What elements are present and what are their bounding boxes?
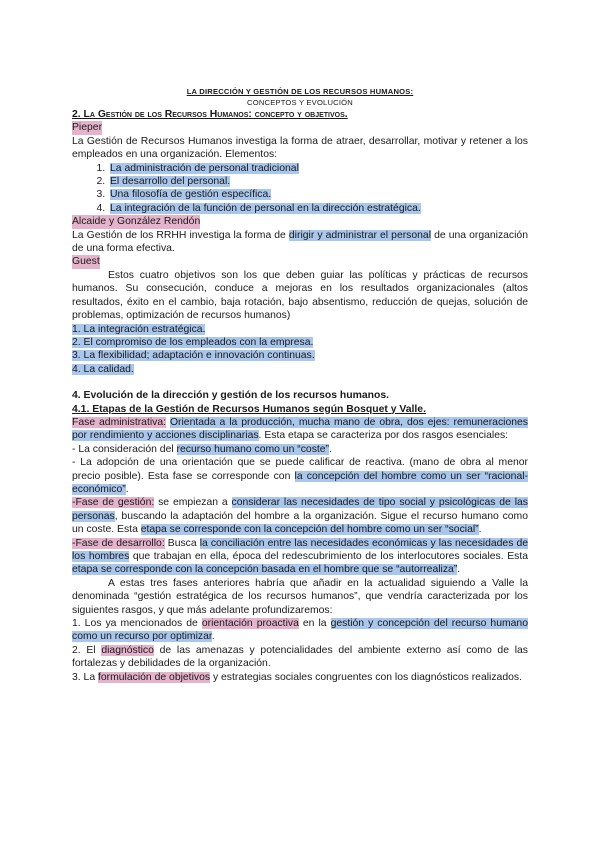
list-item: 2. El compromiso de los empleados con la empresa. (72, 336, 314, 348)
guest-text: Estos cuatro objetivos son los que deben guiar las políticas y prácticas de recursos humanos. Su consecución, conduce a mejoras en los resultados organizacionales (altos resultados, éxito en el cambio, baja rotación, bajo absentismo, reducción de quejas, solución de problemas, optimización de recursos humanos) (72, 269, 528, 322)
author-pieper: Pieper (72, 122, 103, 134)
valle-intro: A estas tres fases anteriores habría que añadir en la actualidad siguiendo a Valle la denominada “gestión estratégica de los recursos humanos”, que vendría caracterizada por los siguientes rasgos, y que más adelante profundizaremos: (72, 577, 528, 616)
section-4-heading: 4. Evolución de la dirección y gestión de los recursos humanos. (72, 390, 390, 402)
fase-admin-bullet-1: - La consideración del recurso humano como un “coste”. (72, 443, 332, 455)
valle-rasgo-1: 1. Los ya mencionados de orientación proactiva en la gestión y concepción del recurso humano como un recurso por optimizar. (72, 618, 528, 643)
list-item: 1. La administración de personal tradicional (108, 162, 528, 175)
fase-gestion: -Fase de gestión: se empiezan a considerar las necesidades de tipo social y psicológicas de las personas, buscando la adaptación del hombre a la organización. Sigue el recurso humano como un coste. Esta etapa se corresponde con la concepción del hombre como un ser “social”. (72, 497, 528, 536)
pieper-list (72, 162, 528, 216)
document-page (72, 86, 528, 684)
list-item: 4. La integración de la función de personal en la dirección estratégica. (108, 202, 528, 215)
author-guest: Guest (72, 256, 100, 268)
title-line-2: CONCEPTOS Y EVOLUCIÓN (247, 98, 353, 107)
list-item: 3. Una filosofía de gestión específica. (108, 188, 528, 201)
fase-admin-bullet-2: - La adopción de una orientación que se puede calificar de reactiva. (mano de obra al menor precio posible). Esta fase se corresponde con la concepción del hombre como un ser “racional-económico”. (72, 457, 528, 495)
section-2-heading: 2. La Gestión de los Recursos Humanos: concepto y objetivos. (72, 109, 348, 120)
guest-list (72, 323, 528, 377)
list-item: 2. El desarrollo del personal. (108, 175, 528, 188)
valle-rasgo-2: 2. El diagnóstico de las amenazas y potencialidades del ambiente externo así como de las fortalezas y debilidades de la organización. (72, 644, 528, 670)
section-4-1-heading: 4.1. Etapas de la Gestión de Recursos Humanos según Bosquet y Valle. (72, 403, 426, 415)
pieper-text: La Gestión de Recursos Humanos investiga la forma de atraer, desarrollar, motivar y retener a los empleados en una organización. Elementos: (72, 135, 528, 161)
author-alcaide: Alcaide y González Rendón (72, 216, 201, 228)
fase-administrativa: Fase administrativa: Orientada a la producción, mucha mano de obra, dos ejes: remuneraciones por rendimiento y acciones disciplinarias. Esta etapa se caracteriza por dos rasgos esenciales: (72, 416, 528, 442)
valle-rasgo-3: 3. La formulación de objetivos y estrategias sociales congruentes con los diagnósticos realizados. (72, 671, 522, 683)
document-title (72, 86, 528, 108)
list-item: 4. La calidad. (72, 363, 134, 375)
list-item: 1. La integración estratégica. (72, 323, 206, 335)
alcaide-text: La Gestión de los RRHH investiga la forma de dirigir y administrar el personal de una organización de una forma efectiva. (72, 229, 528, 255)
title-line-1: LA DIRECCIÓN Y GESTIÓN DE LOS RECURSOS HUMANOS: (186, 87, 414, 96)
fase-desarrollo: -Fase de desarrollo: Busca la conciliación entre las necesidades económicas y las necesidades de los hombres que trabajan en ella, época del redescubrimiento de los interlocutores sociales. Esta etapa se corresponde con la concepción basada en el hombre que se “autorrealiza”. (72, 537, 529, 576)
list-item: 3. La flexibilidad; adaptación e innovación continuas. (72, 350, 315, 362)
